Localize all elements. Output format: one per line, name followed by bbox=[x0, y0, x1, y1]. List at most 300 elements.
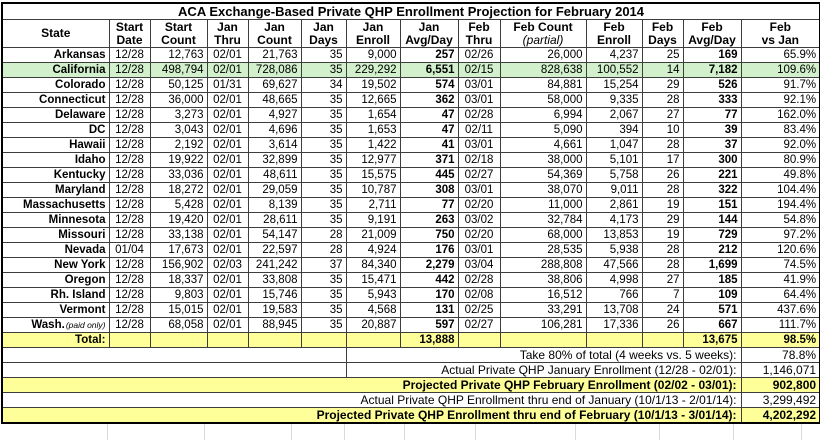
cell-jan_days[interactable]: 35 bbox=[301, 318, 346, 333]
cell-feb_days[interactable]: 19 bbox=[642, 228, 683, 243]
cell-jan_thru[interactable]: 02/01 bbox=[207, 288, 248, 303]
cell-feb_enroll[interactable]: 17,336 bbox=[586, 318, 642, 333]
cell-jan_enroll[interactable]: 1,654 bbox=[346, 108, 400, 123]
cell-feb_avg[interactable]: 667 bbox=[683, 318, 741, 333]
cell-jan_enroll[interactable]: 15,575 bbox=[346, 168, 400, 183]
cell-jan_enroll[interactable]: 19,502 bbox=[346, 78, 400, 93]
cell-feb_days[interactable]: 19 bbox=[642, 198, 683, 213]
column-header-start_count[interactable]: Start Count bbox=[150, 20, 207, 48]
cell-jan_avg[interactable]: 41 bbox=[400, 138, 458, 153]
cell-feb_thru[interactable]: 03/01 bbox=[458, 243, 500, 258]
cell-feb_enroll[interactable]: 13,853 bbox=[586, 228, 642, 243]
cell-feb_vs_jan[interactable]: 92.0% bbox=[741, 138, 820, 153]
cell-feb_avg[interactable]: 37 bbox=[683, 138, 741, 153]
cell-state[interactable] bbox=[2, 243, 109, 258]
cell-jan_count[interactable]: 4,927 bbox=[248, 108, 301, 123]
cell-start_count[interactable]: 17,673 bbox=[150, 243, 207, 258]
cell-feb_avg[interactable]: 144 bbox=[683, 213, 741, 228]
cell-feb_enroll[interactable]: 5,938 bbox=[586, 243, 642, 258]
cell-feb_days[interactable]: 14 bbox=[642, 63, 683, 78]
cell-jan_enroll[interactable]: 84,340 bbox=[346, 258, 400, 273]
cell-jan_days[interactable]: 35 bbox=[301, 93, 346, 108]
cell-feb_days[interactable]: 28 bbox=[642, 183, 683, 198]
cell-feb_count[interactable]: 26,000 bbox=[500, 48, 586, 63]
cell-feb_days[interactable]: 10 bbox=[642, 123, 683, 138]
cell-start_date[interactable]: 12/28 bbox=[109, 123, 150, 138]
cell-jan_days[interactable]: 35 bbox=[301, 168, 346, 183]
cell-feb_count[interactable]: 5,090 bbox=[500, 123, 586, 138]
cell-start_count[interactable]: 33,036 bbox=[150, 168, 207, 183]
cell-feb_avg[interactable]: 300 bbox=[683, 153, 741, 168]
cell-feb_vs_jan[interactable]: 49.8% bbox=[741, 168, 820, 183]
cell-feb_avg[interactable]: 571 bbox=[683, 303, 741, 318]
cell-feb_avg[interactable]: 333 bbox=[683, 93, 741, 108]
total-cell-state[interactable]: Total: bbox=[2, 333, 109, 348]
cell-feb_thru[interactable]: 02/15 bbox=[458, 63, 500, 78]
cell-start_date[interactable]: 12/28 bbox=[109, 318, 150, 333]
cell-feb_enroll[interactable]: 5,758 bbox=[586, 168, 642, 183]
cell-feb_enroll[interactable]: 9,011 bbox=[586, 183, 642, 198]
cell-jan_avg[interactable]: 47 bbox=[400, 108, 458, 123]
cell-state[interactable] bbox=[2, 78, 109, 93]
cell-jan_count[interactable]: 4,696 bbox=[248, 123, 301, 138]
cell-jan_enroll[interactable]: 10,787 bbox=[346, 183, 400, 198]
cell-jan_enroll[interactable]: 4,924 bbox=[346, 243, 400, 258]
cell-start_date[interactable]: 12/28 bbox=[109, 183, 150, 198]
cell-state[interactable] bbox=[2, 183, 109, 198]
cell-state[interactable] bbox=[2, 228, 109, 243]
cell-jan_thru[interactable]: 02/01 bbox=[207, 93, 248, 108]
cell-state[interactable] bbox=[2, 258, 109, 273]
cell-feb_enroll[interactable]: 766 bbox=[586, 288, 642, 303]
cell-start_date[interactable]: 12/28 bbox=[109, 108, 150, 123]
cell-feb_avg[interactable]: 212 bbox=[683, 243, 741, 258]
cell-jan_avg[interactable]: 445 bbox=[400, 168, 458, 183]
cell-jan_count[interactable]: 88,945 bbox=[248, 318, 301, 333]
column-header-feb_avg[interactable]: Feb Avg/Day bbox=[683, 20, 741, 48]
total-cell-feb_count[interactable] bbox=[500, 333, 586, 348]
cell-feb_vs_jan[interactable]: 41.9% bbox=[741, 273, 820, 288]
cell-jan_avg[interactable]: 308 bbox=[400, 183, 458, 198]
cell-feb_avg[interactable]: 7,182 bbox=[683, 63, 741, 78]
cell-feb_count[interactable]: 16,512 bbox=[500, 288, 586, 303]
cell-jan_enroll[interactable]: 21,009 bbox=[346, 228, 400, 243]
total-cell-feb_vs_jan[interactable]: 98.5% bbox=[741, 333, 820, 348]
total-cell-feb_enroll[interactable] bbox=[586, 333, 642, 348]
cell-jan_count[interactable]: 33,808 bbox=[248, 273, 301, 288]
cell-feb_vs_jan[interactable]: 194.4% bbox=[741, 198, 820, 213]
column-header-jan_enroll[interactable]: Jan Enroll bbox=[346, 20, 400, 48]
cell-feb_count[interactable]: 38,070 bbox=[500, 183, 586, 198]
cell-jan_enroll[interactable]: 2,711 bbox=[346, 198, 400, 213]
cell-feb_vs_jan[interactable]: 437.6% bbox=[741, 303, 820, 318]
cell-jan_thru[interactable]: 02/01 bbox=[207, 168, 248, 183]
cell-jan_days[interactable]: 35 bbox=[301, 123, 346, 138]
cell-jan_avg[interactable]: 362 bbox=[400, 93, 458, 108]
cell-state[interactable] bbox=[2, 288, 109, 303]
summary-label[interactable]: Actual Private QHP Enrollment thru end of January (10/1/13 - 2/01/14): bbox=[2, 393, 741, 408]
cell-start_date[interactable]: 12/28 bbox=[109, 78, 150, 93]
column-header-state[interactable]: State bbox=[2, 20, 109, 48]
summary-label[interactable]: Projected Private QHP February Enrollment (02/02 - 03/01): bbox=[2, 378, 741, 393]
total-cell-jan_count[interactable] bbox=[248, 333, 301, 348]
summary-label[interactable]: Actual Private QHP January Enrollment (12/28 - 02/01): bbox=[346, 363, 741, 378]
cell-jan_avg[interactable]: 263 bbox=[400, 213, 458, 228]
cell-jan_days[interactable]: 35 bbox=[301, 273, 346, 288]
cell-feb_vs_jan[interactable]: 83.4% bbox=[741, 123, 820, 138]
cell-feb_thru[interactable]: 03/01 bbox=[458, 78, 500, 93]
cell-feb_days[interactable]: 28 bbox=[642, 138, 683, 153]
cell-jan_count[interactable]: 15,746 bbox=[248, 288, 301, 303]
cell-jan_thru[interactable]: 02/03 bbox=[207, 258, 248, 273]
column-header-jan_days[interactable]: Jan Days bbox=[301, 20, 346, 48]
cell-state[interactable] bbox=[2, 303, 109, 318]
column-header-start_date[interactable]: Start Date bbox=[109, 20, 150, 48]
cell-feb_enroll[interactable]: 13,708 bbox=[586, 303, 642, 318]
cell-start_count[interactable]: 498,794 bbox=[150, 63, 207, 78]
cell-feb_days[interactable]: 28 bbox=[642, 93, 683, 108]
cell-feb_days[interactable]: 25 bbox=[642, 48, 683, 63]
cell-feb_thru[interactable]: 02/28 bbox=[458, 108, 500, 123]
cell-jan_days[interactable]: 35 bbox=[301, 108, 346, 123]
cell-start_date[interactable]: 12/28 bbox=[109, 273, 150, 288]
cell-start_date[interactable]: 12/28 bbox=[109, 93, 150, 108]
cell-feb_days[interactable]: 24 bbox=[642, 303, 683, 318]
cell-start_count[interactable]: 3,043 bbox=[150, 123, 207, 138]
cell-jan_count[interactable]: 54,147 bbox=[248, 228, 301, 243]
cell-feb_thru[interactable]: 03/02 bbox=[458, 213, 500, 228]
cell-feb_avg[interactable]: 526 bbox=[683, 78, 741, 93]
cell-state[interactable] bbox=[2, 213, 109, 228]
cell-jan_thru[interactable]: 02/01 bbox=[207, 303, 248, 318]
cell-jan_days[interactable]: 35 bbox=[301, 63, 346, 78]
summary-blank-cell[interactable] bbox=[2, 363, 346, 378]
cell-feb_count[interactable]: 6,994 bbox=[500, 108, 586, 123]
column-header-feb_vs_jan[interactable]: Feb vs Jan bbox=[741, 20, 820, 48]
cell-feb_days[interactable]: 17 bbox=[642, 153, 683, 168]
cell-jan_avg[interactable]: 170 bbox=[400, 288, 458, 303]
cell-jan_avg[interactable]: 47 bbox=[400, 123, 458, 138]
cell-feb_vs_jan[interactable]: 64.4% bbox=[741, 288, 820, 303]
cell-start_count[interactable]: 156,902 bbox=[150, 258, 207, 273]
cell-jan_thru[interactable]: 02/01 bbox=[207, 273, 248, 288]
cell-feb_thru[interactable]: 02/26 bbox=[458, 48, 500, 63]
cell-feb_vs_jan[interactable]: 97.2% bbox=[741, 228, 820, 243]
cell-start_date[interactable]: 01/04 bbox=[109, 243, 150, 258]
cell-jan_count[interactable]: 241,242 bbox=[248, 258, 301, 273]
cell-jan_count[interactable]: 69,627 bbox=[248, 78, 301, 93]
cell-start_date[interactable]: 12/28 bbox=[109, 153, 150, 168]
cell-feb_vs_jan[interactable]: 80.9% bbox=[741, 153, 820, 168]
cell-start_count[interactable]: 18,272 bbox=[150, 183, 207, 198]
cell-feb_days[interactable]: 29 bbox=[642, 213, 683, 228]
cell-feb_count[interactable]: 32,784 bbox=[500, 213, 586, 228]
cell-feb_count[interactable]: 288,808 bbox=[500, 258, 586, 273]
cell-jan_enroll[interactable]: 12,665 bbox=[346, 93, 400, 108]
cell-feb_avg[interactable]: 185 bbox=[683, 273, 741, 288]
cell-state[interactable] bbox=[2, 168, 109, 183]
cell-start_count[interactable]: 19,420 bbox=[150, 213, 207, 228]
cell-state[interactable] bbox=[2, 138, 109, 153]
cell-feb_count[interactable]: 84,881 bbox=[500, 78, 586, 93]
cell-jan_enroll[interactable]: 1,422 bbox=[346, 138, 400, 153]
cell-jan_thru[interactable]: 02/01 bbox=[207, 198, 248, 213]
cell-feb_thru[interactable]: 02/11 bbox=[458, 123, 500, 138]
cell-feb_enroll[interactable]: 4,173 bbox=[586, 213, 642, 228]
cell-feb_avg[interactable]: 151 bbox=[683, 198, 741, 213]
summary-label[interactable]: Take 80% of total (4 weeks vs. 5 weeks): bbox=[346, 348, 741, 363]
cell-start_date[interactable]: 12/28 bbox=[109, 213, 150, 228]
cell-jan_thru[interactable]: 01/31 bbox=[207, 78, 248, 93]
cell-feb_enroll[interactable]: 15,254 bbox=[586, 78, 642, 93]
column-header-feb_enroll[interactable]: Feb Enroll bbox=[586, 20, 642, 48]
cell-jan_days[interactable]: 35 bbox=[301, 303, 346, 318]
cell-jan_thru[interactable]: 02/01 bbox=[207, 108, 248, 123]
cell-feb_days[interactable]: 28 bbox=[642, 243, 683, 258]
cell-jan_thru[interactable]: 02/01 bbox=[207, 63, 248, 78]
cell-jan_thru[interactable]: 02/01 bbox=[207, 228, 248, 243]
cell-feb_enroll[interactable]: 5,101 bbox=[586, 153, 642, 168]
cell-jan_enroll[interactable]: 12,977 bbox=[346, 153, 400, 168]
cell-feb_count[interactable]: 106,281 bbox=[500, 318, 586, 333]
cell-jan_enroll[interactable]: 1,653 bbox=[346, 123, 400, 138]
cell-feb_vs_jan[interactable]: 111.7% bbox=[741, 318, 820, 333]
cell-feb_vs_jan[interactable]: 162.0% bbox=[741, 108, 820, 123]
cell-feb_thru[interactable]: 02/20 bbox=[458, 198, 500, 213]
cell-state[interactable] bbox=[2, 123, 109, 138]
cell-start_date[interactable]: 12/28 bbox=[109, 168, 150, 183]
cell-feb_thru[interactable]: 03/01 bbox=[458, 183, 500, 198]
cell-feb_avg[interactable]: 1,699 bbox=[683, 258, 741, 273]
summary-value[interactable]: 4,202,292 bbox=[741, 408, 820, 424]
cell-jan_count[interactable]: 19,583 bbox=[248, 303, 301, 318]
total-cell-feb_avg[interactable]: 13,675 bbox=[683, 333, 741, 348]
cell-feb_enroll[interactable]: 2,067 bbox=[586, 108, 642, 123]
cell-feb_avg[interactable]: 169 bbox=[683, 48, 741, 63]
cell-jan_avg[interactable]: 176 bbox=[400, 243, 458, 258]
cell-jan_days[interactable]: 28 bbox=[301, 228, 346, 243]
cell-jan_enroll[interactable]: 20,887 bbox=[346, 318, 400, 333]
cell-state[interactable] bbox=[2, 48, 109, 63]
cell-start_date[interactable]: 12/28 bbox=[109, 63, 150, 78]
cell-feb_thru[interactable]: 02/27 bbox=[458, 168, 500, 183]
cell-feb_vs_jan[interactable]: 92.1% bbox=[741, 93, 820, 108]
summary-value[interactable]: 1,146,071 bbox=[741, 363, 820, 378]
cell-feb_enroll[interactable]: 4,237 bbox=[586, 48, 642, 63]
cell-feb_count[interactable]: 58,000 bbox=[500, 93, 586, 108]
cell-feb_avg[interactable]: 322 bbox=[683, 183, 741, 198]
cell-jan_enroll[interactable]: 5,943 bbox=[346, 288, 400, 303]
cell-start_date[interactable]: 12/28 bbox=[109, 303, 150, 318]
cell-jan_days[interactable]: 35 bbox=[301, 198, 346, 213]
cell-jan_avg[interactable]: 2,279 bbox=[400, 258, 458, 273]
cell-feb_days[interactable]: 26 bbox=[642, 318, 683, 333]
cell-feb_days[interactable]: 26 bbox=[642, 168, 683, 183]
cell-start_count[interactable]: 68,058 bbox=[150, 318, 207, 333]
summary-label[interactable]: Projected Private QHP Enrollment thru end of February (10/1/13 - 3/01/14): bbox=[2, 408, 741, 424]
cell-jan_days[interactable]: 35 bbox=[301, 48, 346, 63]
summary-blank-cell[interactable] bbox=[2, 348, 346, 363]
cell-jan_count[interactable]: 728,086 bbox=[248, 63, 301, 78]
cell-jan_thru[interactable]: 02/01 bbox=[207, 153, 248, 168]
column-header-feb_thru[interactable]: Feb Thru bbox=[458, 20, 500, 48]
cell-jan_days[interactable]: 35 bbox=[301, 138, 346, 153]
cell-start_count[interactable]: 9,803 bbox=[150, 288, 207, 303]
cell-jan_enroll[interactable]: 229,292 bbox=[346, 63, 400, 78]
cell-jan_avg[interactable]: 574 bbox=[400, 78, 458, 93]
cell-jan_days[interactable]: 35 bbox=[301, 288, 346, 303]
cell-feb_days[interactable]: 28 bbox=[642, 258, 683, 273]
cell-state[interactable] bbox=[2, 93, 109, 108]
total-cell-feb_days[interactable] bbox=[642, 333, 683, 348]
cell-feb_count[interactable]: 54,369 bbox=[500, 168, 586, 183]
cell-feb_count[interactable]: 68,000 bbox=[500, 228, 586, 243]
cell-feb_days[interactable]: 27 bbox=[642, 108, 683, 123]
cell-jan_days[interactable]: 35 bbox=[301, 213, 346, 228]
cell-jan_count[interactable]: 28,611 bbox=[248, 213, 301, 228]
cell-jan_count[interactable]: 8,139 bbox=[248, 198, 301, 213]
cell-jan_avg[interactable]: 371 bbox=[400, 153, 458, 168]
cell-jan_count[interactable]: 3,614 bbox=[248, 138, 301, 153]
cell-feb_thru[interactable]: 02/28 bbox=[458, 273, 500, 288]
total-cell-start_date[interactable] bbox=[109, 333, 150, 348]
cell-feb_enroll[interactable]: 9,335 bbox=[586, 93, 642, 108]
cell-feb_enroll[interactable]: 394 bbox=[586, 123, 642, 138]
cell-jan_avg[interactable]: 257 bbox=[400, 48, 458, 63]
cell-start_count[interactable]: 50,125 bbox=[150, 78, 207, 93]
cell-jan_avg[interactable]: 6,551 bbox=[400, 63, 458, 78]
cell-start_date[interactable]: 12/28 bbox=[109, 138, 150, 153]
column-header-jan_count[interactable]: Jan Count bbox=[248, 20, 301, 48]
cell-jan_thru[interactable]: 02/01 bbox=[207, 48, 248, 63]
cell-jan_days[interactable]: 28 bbox=[301, 243, 346, 258]
cell-feb_vs_jan[interactable]: 74.5% bbox=[741, 258, 820, 273]
cell-jan_avg[interactable]: 77 bbox=[400, 198, 458, 213]
cell-feb_count[interactable]: 11,000 bbox=[500, 198, 586, 213]
cell-feb_thru[interactable]: 02/08 bbox=[458, 288, 500, 303]
cell-feb_vs_jan[interactable]: 54.8% bbox=[741, 213, 820, 228]
cell-feb_thru[interactable]: 02/18 bbox=[458, 153, 500, 168]
cell-start_date[interactable]: 12/28 bbox=[109, 198, 150, 213]
cell-state[interactable] bbox=[2, 63, 109, 78]
cell-feb_count[interactable]: 38,806 bbox=[500, 273, 586, 288]
cell-start_count[interactable]: 33,138 bbox=[150, 228, 207, 243]
cell-state[interactable] bbox=[2, 198, 109, 213]
cell-feb_thru[interactable]: 02/20 bbox=[458, 228, 500, 243]
cell-feb_vs_jan[interactable]: 91.7% bbox=[741, 78, 820, 93]
cell-state[interactable] bbox=[2, 273, 109, 288]
cell-start_count[interactable]: 12,763 bbox=[150, 48, 207, 63]
cell-state[interactable] bbox=[2, 318, 109, 333]
cell-jan_count[interactable]: 48,665 bbox=[248, 93, 301, 108]
cell-jan_days[interactable]: 37 bbox=[301, 258, 346, 273]
cell-feb_thru[interactable]: 02/25 bbox=[458, 303, 500, 318]
cell-feb_vs_jan[interactable]: 109.6% bbox=[741, 63, 820, 78]
cell-jan_count[interactable]: 32,899 bbox=[248, 153, 301, 168]
cell-start_date[interactable]: 12/28 bbox=[109, 228, 150, 243]
cell-feb_count[interactable]: 28,535 bbox=[500, 243, 586, 258]
cell-jan_enroll[interactable]: 4,568 bbox=[346, 303, 400, 318]
cell-feb_avg[interactable]: 39 bbox=[683, 123, 741, 138]
cell-feb_avg[interactable]: 221 bbox=[683, 168, 741, 183]
cell-jan_avg[interactable]: 131 bbox=[400, 303, 458, 318]
cell-jan_enroll[interactable]: 15,471 bbox=[346, 273, 400, 288]
total-cell-jan_days[interactable] bbox=[301, 333, 346, 348]
cell-feb_avg[interactable]: 77 bbox=[683, 108, 741, 123]
cell-state[interactable] bbox=[2, 108, 109, 123]
cell-feb_enroll[interactable]: 100,552 bbox=[586, 63, 642, 78]
cell-start_count[interactable]: 2,192 bbox=[150, 138, 207, 153]
total-cell-jan_enroll[interactable] bbox=[346, 333, 400, 348]
cell-feb_days[interactable]: 7 bbox=[642, 288, 683, 303]
cell-jan_avg[interactable]: 442 bbox=[400, 273, 458, 288]
cell-feb_vs_jan[interactable]: 120.6% bbox=[741, 243, 820, 258]
cell-jan_count[interactable]: 22,597 bbox=[248, 243, 301, 258]
total-cell-jan_thru[interactable] bbox=[207, 333, 248, 348]
cell-feb_thru[interactable]: 02/27 bbox=[458, 318, 500, 333]
cell-feb_enroll[interactable]: 1,047 bbox=[586, 138, 642, 153]
cell-jan_enroll[interactable]: 9,000 bbox=[346, 48, 400, 63]
cell-start_date[interactable]: 12/28 bbox=[109, 258, 150, 273]
cell-feb_thru[interactable]: 03/04 bbox=[458, 258, 500, 273]
cell-feb_count[interactable]: 38,000 bbox=[500, 153, 586, 168]
cell-start_date[interactable]: 12/28 bbox=[109, 288, 150, 303]
cell-jan_count[interactable]: 21,763 bbox=[248, 48, 301, 63]
cell-jan_avg[interactable]: 750 bbox=[400, 228, 458, 243]
cell-feb_days[interactable]: 29 bbox=[642, 78, 683, 93]
cell-feb_enroll[interactable]: 47,566 bbox=[586, 258, 642, 273]
column-header-jan_avg[interactable]: Jan Avg/Day bbox=[400, 20, 458, 48]
cell-feb_vs_jan[interactable]: 104.4% bbox=[741, 183, 820, 198]
cell-start_count[interactable]: 19,922 bbox=[150, 153, 207, 168]
cell-jan_thru[interactable]: 02/01 bbox=[207, 318, 248, 333]
cell-start_count[interactable]: 3,273 bbox=[150, 108, 207, 123]
cell-jan_count[interactable]: 48,611 bbox=[248, 168, 301, 183]
cell-feb_days[interactable]: 27 bbox=[642, 273, 683, 288]
total-cell-start_count[interactable] bbox=[150, 333, 207, 348]
cell-start_count[interactable]: 15,015 bbox=[150, 303, 207, 318]
cell-feb_enroll[interactable]: 4,998 bbox=[586, 273, 642, 288]
cell-feb_count[interactable]: 828,638 bbox=[500, 63, 586, 78]
cell-feb_avg[interactable]: 729 bbox=[683, 228, 741, 243]
summary-value[interactable]: 902,800 bbox=[741, 378, 820, 393]
cell-feb_count[interactable]: 33,291 bbox=[500, 303, 586, 318]
cell-start_count[interactable]: 36,000 bbox=[150, 93, 207, 108]
cell-jan_days[interactable]: 35 bbox=[301, 183, 346, 198]
cell-feb_vs_jan[interactable]: 65.9% bbox=[741, 48, 820, 63]
cell-jan_days[interactable]: 35 bbox=[301, 153, 346, 168]
cell-jan_thru[interactable]: 02/01 bbox=[207, 123, 248, 138]
cell-jan_count[interactable]: 29,059 bbox=[248, 183, 301, 198]
column-header-jan_thru[interactable]: Jan Thru bbox=[207, 20, 248, 48]
cell-jan_thru[interactable]: 02/01 bbox=[207, 138, 248, 153]
cell-feb_avg[interactable]: 109 bbox=[683, 288, 741, 303]
cell-jan_thru[interactable]: 02/01 bbox=[207, 243, 248, 258]
cell-state[interactable] bbox=[2, 153, 109, 168]
cell-feb_count[interactable]: 4,661 bbox=[500, 138, 586, 153]
cell-jan_thru[interactable]: 02/01 bbox=[207, 183, 248, 198]
column-header-feb_days[interactable]: Feb Days bbox=[642, 20, 683, 48]
cell-jan_avg[interactable]: 597 bbox=[400, 318, 458, 333]
cell-feb_enroll[interactable]: 2,861 bbox=[586, 198, 642, 213]
summary-value[interactable]: 78.8% bbox=[741, 348, 820, 363]
total-cell-jan_avg[interactable]: 13,888 bbox=[400, 333, 458, 348]
cell-feb_thru[interactable]: 03/01 bbox=[458, 93, 500, 108]
cell-start_count[interactable]: 5,428 bbox=[150, 198, 207, 213]
cell-start_date[interactable]: 12/28 bbox=[109, 48, 150, 63]
cell-jan_days[interactable]: 34 bbox=[301, 78, 346, 93]
cell-start_count[interactable]: 18,337 bbox=[150, 273, 207, 288]
